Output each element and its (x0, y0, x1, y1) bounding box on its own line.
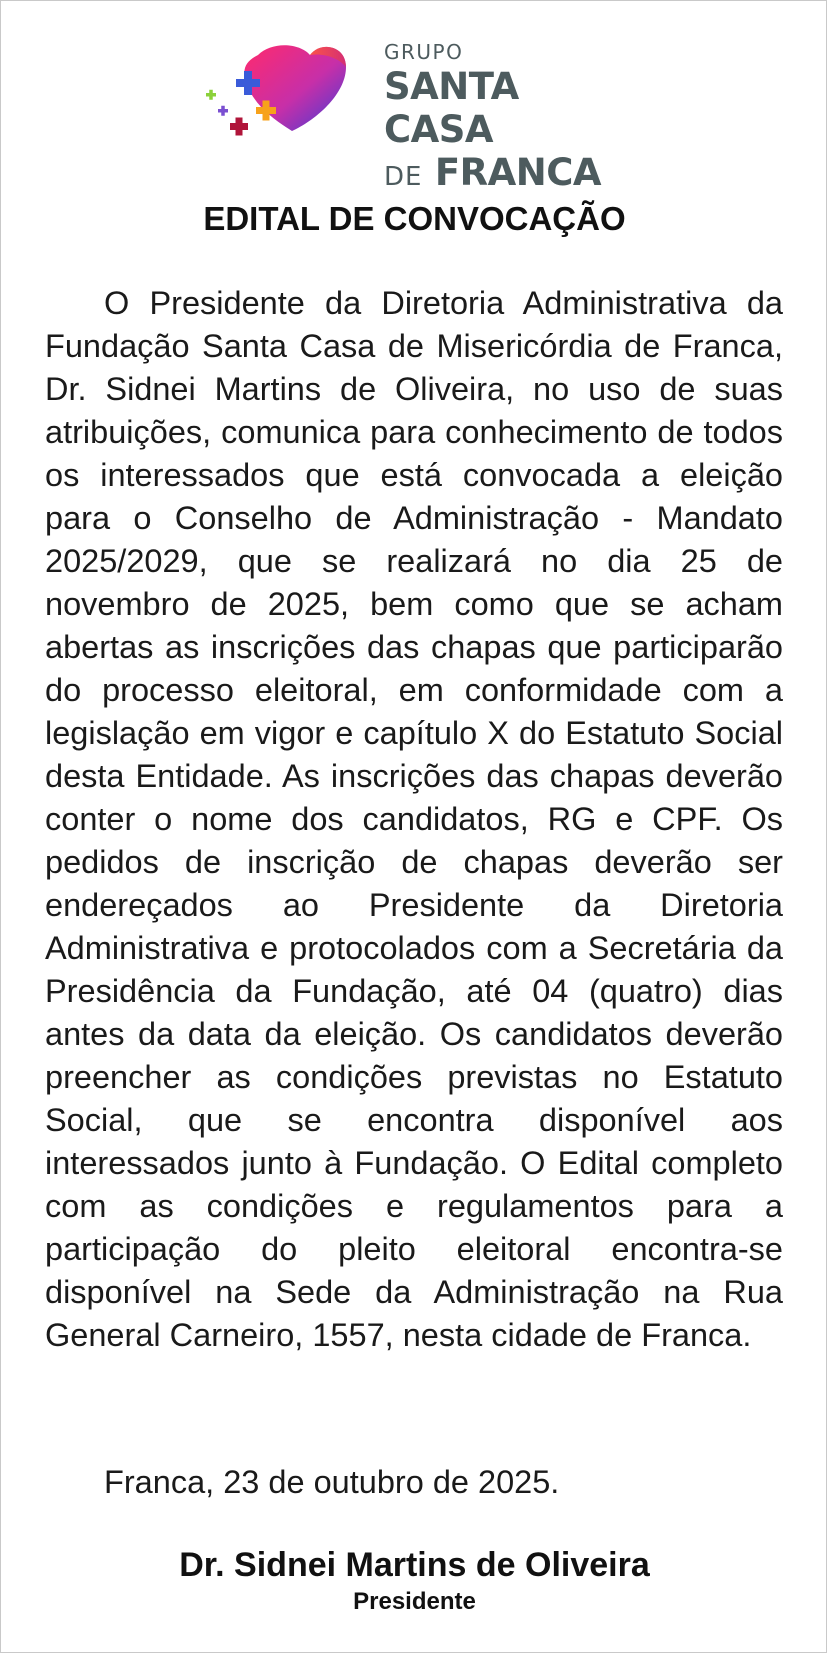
logo-grupo: GRUPO (384, 40, 464, 64)
logo (206, 37, 626, 194)
logo-santa-casa: SANTA CASA (384, 65, 519, 151)
logo-de: DE (384, 162, 423, 192)
signature-role: Presidente (353, 1588, 476, 1615)
date-line: Franca, 23 de outubro de 2025. (104, 1464, 560, 1500)
logo-franca: FRANCA (434, 151, 601, 194)
document-body: O Presidente da Diretoria Administrativa da Fundação Santa Casa de Misericórdia de Franca, Dr. Sidnei Martins de Oliveira, no uso de suas atribuições, comunica para conhecimento de todos os interessados que está convocada a eleição para o Conselho de Administração - Mandato 2025/2029, que se realizará no dia 25 de novembro de 2025, bem como que se acham abertas as inscrições das chapas que participarão do processo eleitoral, em conformidade com a legislação em vigor e capítulo X do Estatuto Social desta Entidade. As inscrições das chapas deverão conter o nome dos candidatos, RG e CPF. Os pedidos de inscrição de chapas deverão ser endereçados ao Presidente da Diretoria Administrativa e protocolados com a Secretária da Presidência da Fundação, até 04 (quatro) dias antes da data da eleição. Os candidatos deverão preencher as condições previstas no Estatuto Social, que se encontra disponível aos interessados junto à Fundação. O Edital completo com as condições e regulamentos para a participação do pleito eleitoral encontra-se disponível na Sede da Administração na Rua General Carneiro, 1557, nesta cidade de Franca. (45, 285, 783, 1353)
heart-crosses-logo-icon (206, 41, 356, 141)
logo-wordmark (384, 39, 626, 199)
document-title: EDITAL DE CONVOCAÇÃO (203, 200, 626, 237)
signature-name: Dr. Sidnei Martins de Oliveira (179, 1546, 650, 1584)
logo-franca-line (384, 151, 626, 199)
